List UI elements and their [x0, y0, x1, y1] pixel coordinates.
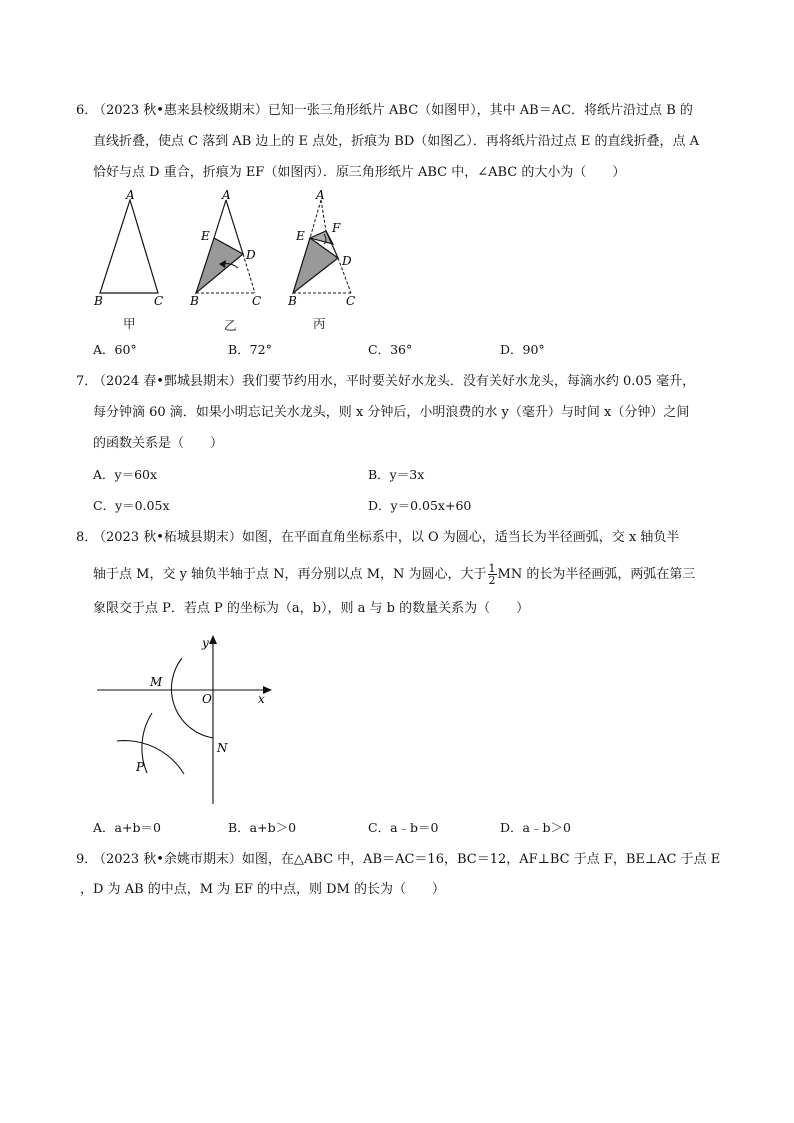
q8-option-b: B．a+b＞0 [228, 820, 297, 835]
label-a-jia: A [126, 188, 135, 202]
fraction-one-half [488, 563, 497, 586]
label-b-jia: B [94, 294, 103, 308]
q9-text-line2: ，D 为 AB 的中点，M 为 EF 的中点，则 DM 的长为（ ） [80, 882, 445, 897]
label-a-bing: A [316, 188, 325, 202]
label-a-yi: A [222, 188, 231, 202]
q6-text-line3: 恰好与点 D 重合，折痕为 EF（如图丙）．原三角形纸片 ABC 中，∠ABC 的大小为（ ） [93, 165, 626, 180]
q9-number: 9． [76, 852, 98, 867]
q8-text-line2-part2: MN 的长为半径画弧，两弧在第三 [497, 567, 696, 582]
label-d-bing: D [342, 254, 352, 268]
label-p: P [136, 760, 145, 774]
figure-yi [189, 188, 261, 308]
q7-option-c: C．y＝0.05x [93, 498, 170, 513]
q8-option-c: C．a﹣b＝0 [368, 820, 439, 835]
q8-text-line2 [93, 563, 695, 586]
label-e-bing: E [296, 229, 305, 243]
figure-bing [287, 188, 355, 308]
q7-text-line2: 每分钟滴 60 滴．如果小明忘记关水龙头，则 x 分钟后，小明浪费的水 y（毫升）与时间 x（分钟）之间 [93, 405, 690, 420]
q6-figures [88, 188, 378, 333]
fraction-numerator: 1 [488, 562, 496, 575]
q6-caption-yi: 乙 [224, 318, 237, 333]
q6-option-c: C．36° [368, 342, 413, 357]
q7-option-a: A．y＝60x [93, 467, 158, 482]
q6-text-line1: （2023 秋•惠来县校级期末）已知一张三角形纸片 ABC（如图甲），其中 AB＝AC．将纸片沿过点 B 的 [93, 103, 693, 118]
q7-option-d: D．y＝0.05x+60 [368, 498, 472, 513]
q8-number: 8． [76, 530, 98, 545]
label-m: M [150, 675, 163, 689]
q8-option-d: D．a﹣b＞0 [500, 820, 571, 835]
q7-option-b: B．y＝3x [368, 467, 425, 482]
q6-number: 6． [76, 103, 98, 118]
label-c-yi: C [252, 294, 262, 308]
q8-text-line3: 象限交于点 P．若点 P 的坐标为（a，b），则 a 与 b 的数量关系为（ ） [93, 601, 530, 616]
figure-jia [93, 188, 163, 308]
label-c-bing: C [346, 294, 356, 308]
q6-text-line2: 直线折叠，使点 C 落到 AB 边上的 E 点处，折痕为 BD（如图乙）．再将纸片沿过点 E 的直线折叠，点 A [93, 134, 700, 149]
label-f-bing: F [332, 221, 341, 235]
q8-option-a: A．a+b＝0 [93, 820, 161, 835]
q7-text-line1: （2024 春•鄄城县期末）我们要节约用水，平时要关好水龙头．没有关好水龙头，每滴水约 0.05 毫升， [93, 374, 696, 389]
label-b-yi: B [190, 294, 199, 308]
q6-option-b: B．72° [228, 342, 272, 357]
fraction-denominator: 2 [488, 574, 496, 587]
q8-text-line2-part1: 轴于点 M，交 y 轴负半轴于点 N，再分别以点 M，N 为圆心，大于 [93, 567, 487, 582]
q6-option-d: D．90° [500, 342, 545, 357]
q6-caption-bing: 丙 [313, 316, 326, 331]
q8-text-line1: （2023 秋•柘城县期末）如图，在平面直角坐标系中，以 O 为圆心，适当长为半径画弧，交 x 轴负半 [93, 530, 680, 545]
label-n: N [217, 741, 228, 755]
axis-label-x: x [258, 692, 265, 706]
label-e-yi: E [201, 229, 210, 243]
label-d-yi: D [246, 248, 256, 262]
q6-caption-jia: 甲 [123, 316, 136, 331]
label-b-bing: B [288, 294, 297, 308]
label-o: O [202, 692, 212, 706]
q7-number: 7． [76, 374, 98, 389]
q7-text-line3: 的函数关系是（ ） [93, 436, 224, 451]
q9-text-line1: （2023 秋•余姚市期末）如图，在△ABC 中，AB＝AC＝16，BC＝12，AF⊥BC 于点 F，BE⊥AC 于点 E [93, 852, 721, 867]
q6-option-a: A．60° [93, 342, 137, 357]
label-c-jia: C [154, 294, 164, 308]
axis-label-y: y [202, 636, 209, 650]
q8-coordinate-figure [92, 628, 282, 808]
